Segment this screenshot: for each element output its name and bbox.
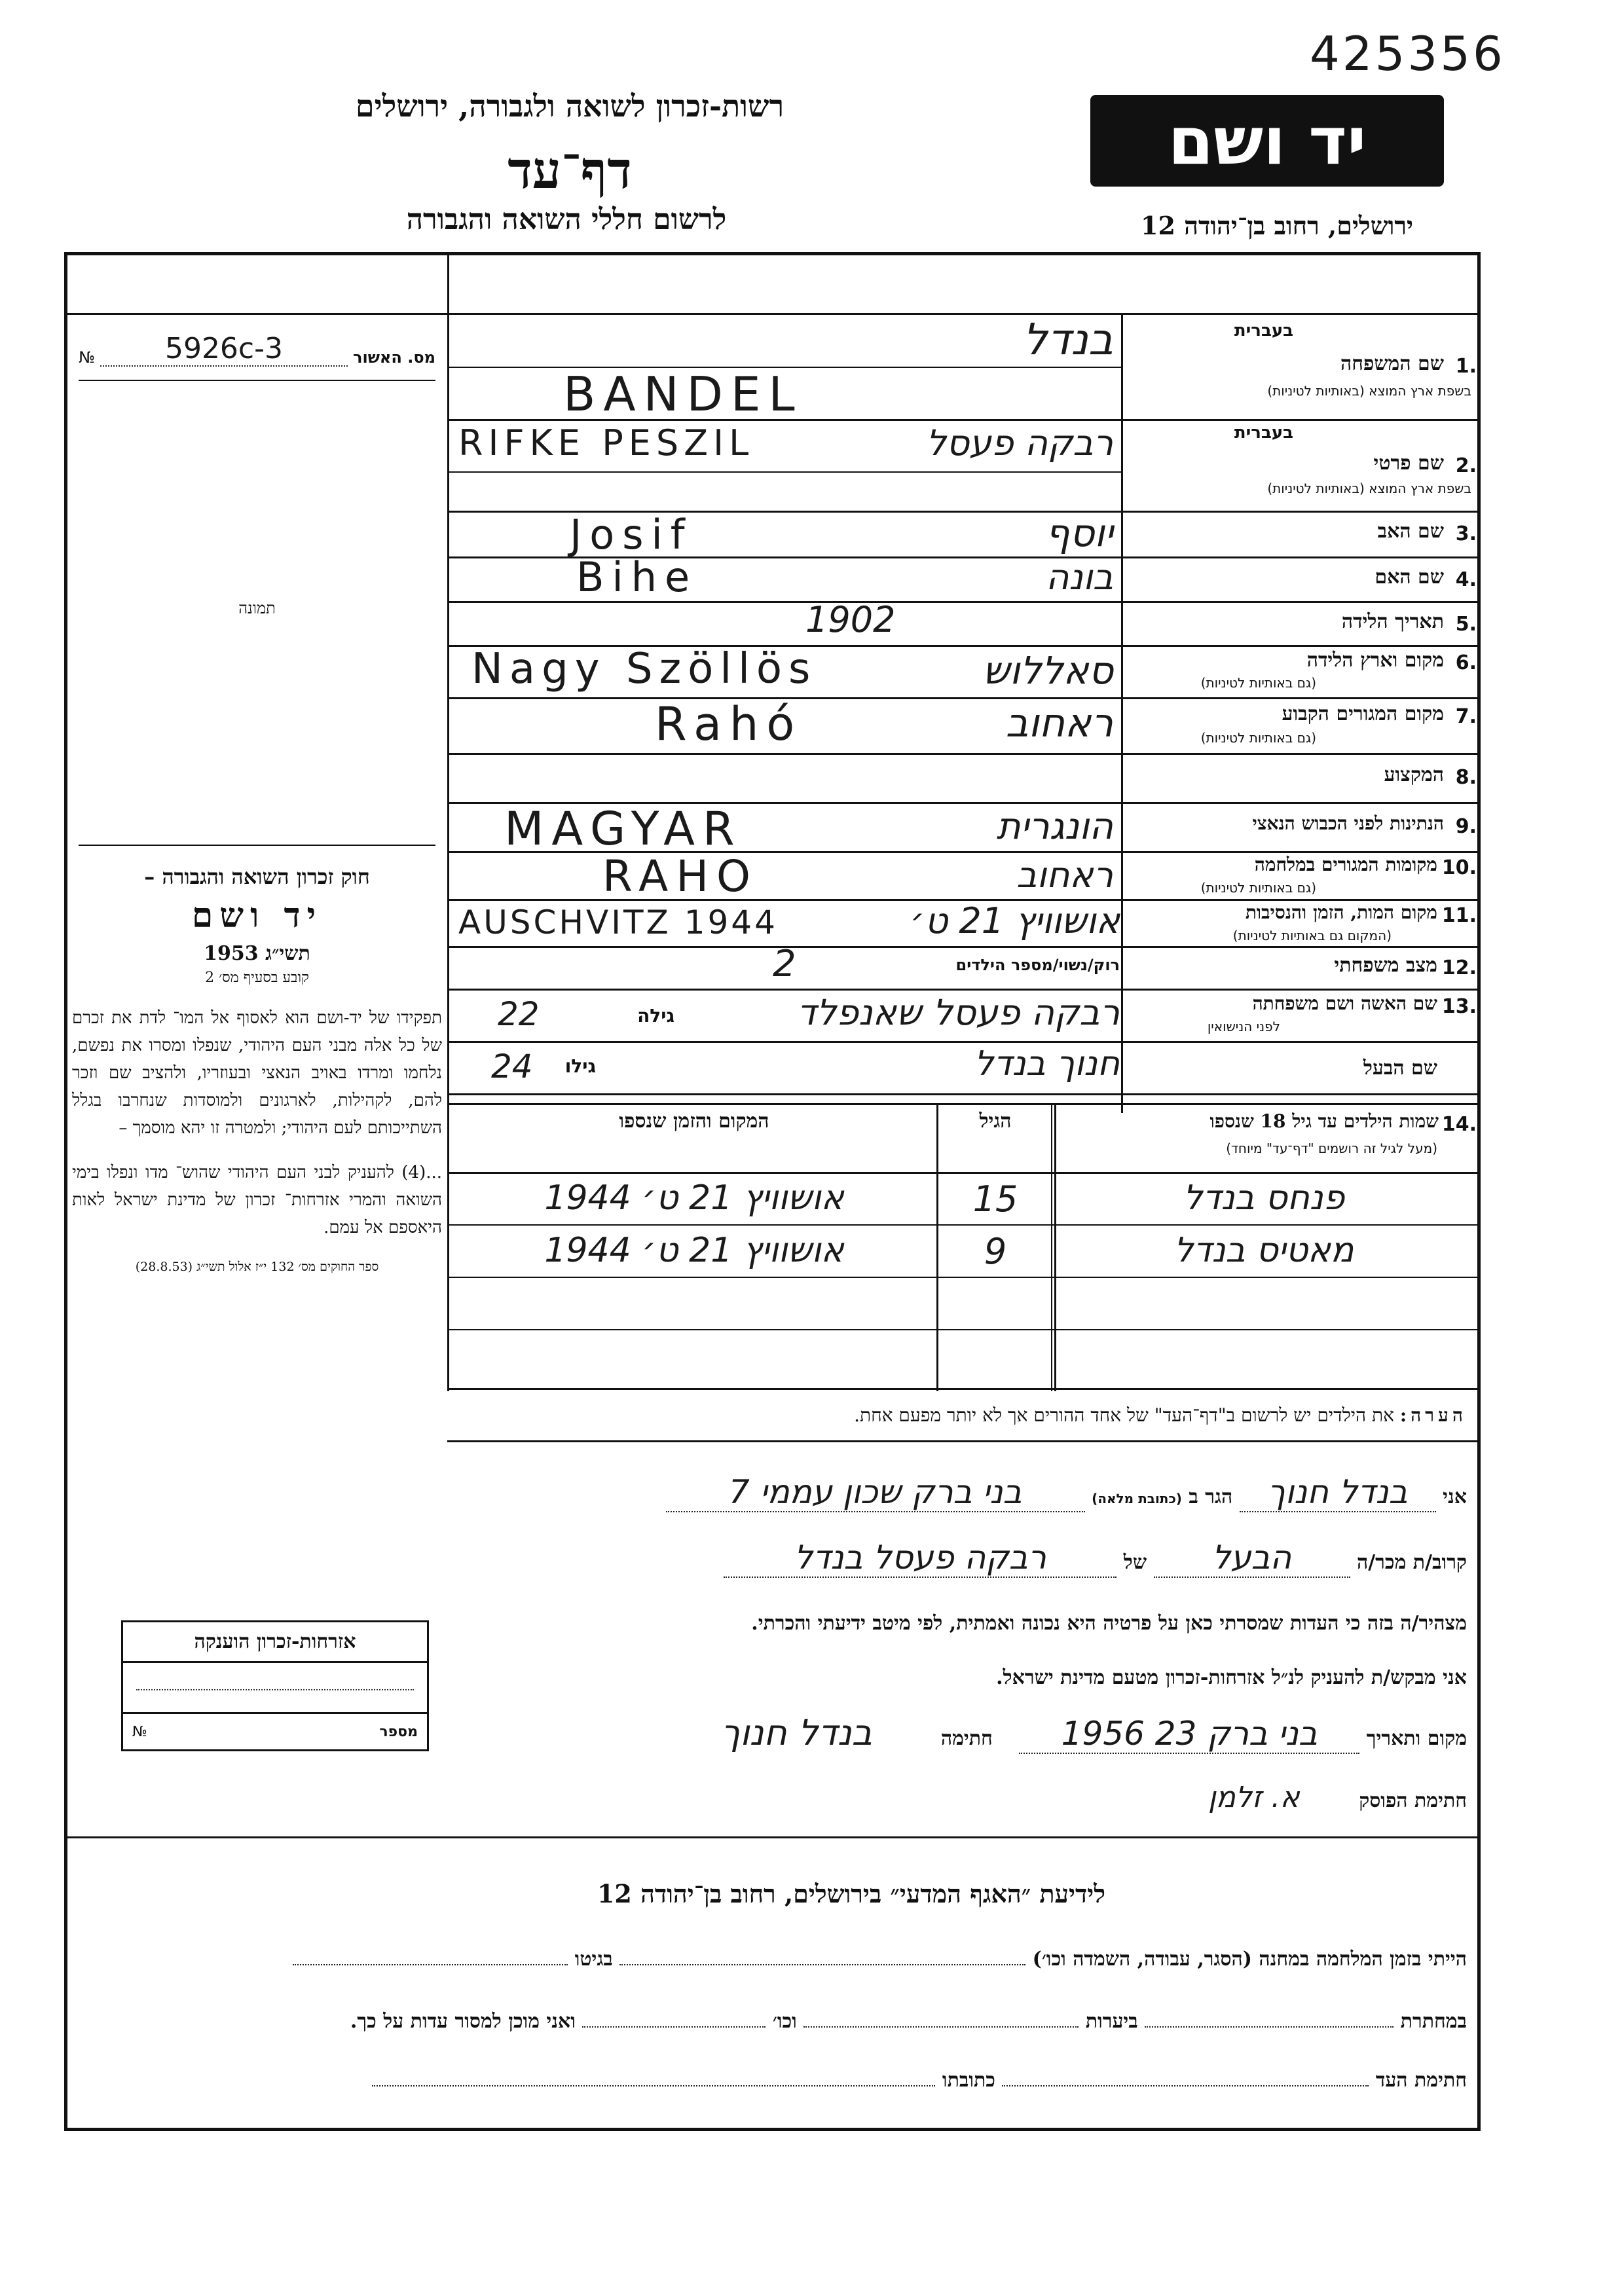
nationality-latin: MAGYAR xyxy=(504,802,743,856)
footer-camp-label: הייתי בזמן המלחמה במחנה (הסגר, עבודה, השמדה וכו׳) xyxy=(1032,1948,1467,1971)
field-label-5: תאריך הלידה xyxy=(1341,610,1444,633)
page-title: דף־עד xyxy=(507,141,632,200)
field-row-death-place xyxy=(1123,900,1477,946)
declaration-line-sign xyxy=(458,1712,1467,1754)
footer-forests-label: ביערות xyxy=(1085,2010,1138,2033)
law-name: יד ושם xyxy=(191,896,323,936)
footer-witness-sign-label: חתימת העד xyxy=(1375,2069,1467,2092)
residence-hebrew: ראחוב xyxy=(1005,701,1113,746)
war-residence-hebrew: ראחוב xyxy=(1016,854,1113,896)
declarant-name: בנדל חנוך xyxy=(1240,1473,1436,1512)
field-num-13: 13. xyxy=(1441,995,1477,1018)
field-label-4: שם האם xyxy=(1375,566,1444,589)
field-label-6: מקום וארץ הלידה xyxy=(1306,649,1444,672)
field-row-nationality xyxy=(1123,803,1477,851)
field-row-birth-date xyxy=(1123,602,1477,645)
yad-vashem-logo xyxy=(1090,95,1444,187)
child-2-place: אושוויץ 21 ט׳ 1944 xyxy=(544,1231,844,1270)
children-col-age: הגיל xyxy=(979,1110,1012,1133)
field-num-10: 10. xyxy=(1441,856,1477,879)
declaration-lives-label: הגר ב xyxy=(1189,1485,1233,1508)
field-hint-11: (המקום גם באותיות לטיניות) xyxy=(1232,928,1392,943)
declaration-deceased-name: רבקה פעסל בנדל xyxy=(724,1539,1116,1578)
page-subtitle: לרשום חללי השואה והגבורה xyxy=(406,203,727,236)
first-name-hebrew: רבקה פעסל xyxy=(926,422,1113,464)
father-name-hebrew: יוסף xyxy=(1045,511,1113,555)
footer-ghetto-label: בגיטו xyxy=(574,1948,613,1971)
footer-title: לידיעת ״האגף המדעי״ בירושלים, רחוב בן־יהודה 12 xyxy=(597,1879,1106,1908)
family-name-latin: BANDEL xyxy=(563,367,803,422)
signature-value: בנדל חנוך xyxy=(721,1712,872,1753)
field-hint-6: (גם באותיות לטיניות) xyxy=(1200,675,1316,691)
footer-underground-label: במחתרת xyxy=(1400,2010,1467,2033)
marital-hint: רוק/נשוי/מספר הילדים xyxy=(955,956,1120,974)
law-clause: קובע בסעיף מס׳ 2 xyxy=(205,970,309,986)
note-text: את הילדים יש לרשום ב"דף־העד" של אחד ההורים אך לא יותר מפעם אחת. xyxy=(854,1404,1394,1426)
field-label-2: שם פרטי xyxy=(1373,452,1444,475)
field-row-marital xyxy=(1123,947,1477,989)
field-row-mother xyxy=(1123,558,1477,601)
field-label-8: המקצוע xyxy=(1384,763,1444,786)
logo-text: יד ושם xyxy=(1168,102,1367,179)
marital-value: 2 xyxy=(773,943,796,985)
field-row-husband xyxy=(1123,1042,1477,1093)
child-2-age: 9 xyxy=(984,1231,1007,1272)
field-hint-top-2: בעברית xyxy=(1234,423,1293,443)
footer-address-label: כתובתו xyxy=(942,2069,995,2092)
field-row-family-name xyxy=(1123,314,1477,419)
field-label-11: מקום המות, הזמן והנסיבות xyxy=(1245,902,1437,923)
field-label-10: מקומות המגורים במלחמה xyxy=(1254,854,1437,875)
law-title: חוק זכרון השואה והגבורה – xyxy=(144,864,370,889)
footer-ready-label: ואני מוכן למסור עדות על כך. xyxy=(350,2010,576,2033)
footer-line-1 xyxy=(85,1948,1467,1971)
stamper-value: א. זלמן xyxy=(1208,1781,1300,1814)
declaration-i-label: אני xyxy=(1443,1485,1467,1508)
father-name-latin: Josif xyxy=(570,511,693,558)
wife-name-value: רבקה פעסל שאנפלד xyxy=(797,992,1120,1033)
wife-age-value: 22 xyxy=(498,995,540,1033)
citizenship-box-number-label: מספר xyxy=(379,1723,418,1740)
field-label-7: מקום המגורים הקבוע xyxy=(1282,702,1444,725)
field-num-8: 8. xyxy=(1455,766,1477,789)
field-row-wife xyxy=(1123,990,1477,1041)
field-hint-1: בשפת ארץ המוצא (באותיות לטיניות) xyxy=(1267,383,1471,399)
law-source: ספר החוקים מס׳ 132 י״ז אלול תשי״ג (28.8.53) xyxy=(135,1260,379,1274)
law-year: תשי״ג 1953 xyxy=(204,942,310,965)
field-hint-13: לפני הנישואין xyxy=(1207,1019,1280,1034)
child-1-place: אושוויץ 21 ט׳ 1944 xyxy=(544,1178,844,1218)
field-label-1: שם המשפחה xyxy=(1340,352,1444,375)
field-num-7: 7. xyxy=(1455,705,1477,728)
wife-age-label: גילה xyxy=(637,1005,674,1027)
archive-number: 425356 xyxy=(1310,26,1505,81)
declaration-of-label: של xyxy=(1123,1551,1147,1574)
field-row-father xyxy=(1123,512,1477,556)
citizenship-box-title: אזרחות-זכרון הוענקה xyxy=(123,1622,427,1663)
field-num-5: 5. xyxy=(1455,613,1477,636)
approval-no-mark: № xyxy=(79,348,95,367)
field-num-1: 1. xyxy=(1455,355,1477,378)
mother-name-latin: Bihe xyxy=(576,553,698,601)
field-row-birth-place xyxy=(1123,646,1477,697)
field-row-residence xyxy=(1123,699,1477,753)
field-label-3: שם האב xyxy=(1377,520,1444,543)
family-name-hebrew: בנדל xyxy=(1022,314,1113,365)
field-label-13: שם האשה ושם משפחתה xyxy=(1252,993,1437,1014)
child-1-age: 15 xyxy=(972,1178,1018,1220)
citizenship-box xyxy=(121,1620,429,1751)
stamper-label: חתימת הפוסק xyxy=(1359,1789,1467,1812)
birth-date-value: 1902 xyxy=(805,599,896,640)
note-label: הערה: xyxy=(1399,1404,1467,1426)
mother-name-hebrew: בונה xyxy=(1046,556,1113,598)
war-residence-latin: RAHO xyxy=(602,851,758,902)
declaration-relative-label: קרוב/ת מכר/ה xyxy=(1356,1551,1467,1574)
children-num: 14. xyxy=(1441,1113,1477,1136)
husband-name-value: חנוך בנדל xyxy=(974,1044,1120,1084)
residence-latin: Rahó xyxy=(655,697,803,751)
declaration-line-stamper xyxy=(458,1781,1467,1814)
signature-label: חתימה xyxy=(940,1727,993,1750)
header-address: ירושלים, רחוב בן־יהודה 12 xyxy=(1141,211,1413,240)
first-name-latin: RIFKE PESZIL xyxy=(458,422,754,464)
children-label: שמות הילדים עד גיל 18 שנספו xyxy=(1209,1110,1439,1132)
birth-place-hebrew: סאללוש xyxy=(982,648,1113,693)
children-header xyxy=(1058,1106,1477,1172)
birth-place-latin: Nagy Szöllös xyxy=(471,645,817,693)
left-column-divider xyxy=(447,252,449,1391)
field-num-12: 12. xyxy=(1441,957,1477,979)
field-row-war-residence xyxy=(1123,852,1477,899)
footer-line-3 xyxy=(85,2069,1467,2092)
declaration-line-1 xyxy=(445,1473,1467,1512)
field-num-9: 9. xyxy=(1455,815,1477,838)
place-date-label: מקום ותאריך xyxy=(1366,1727,1467,1750)
declaration-statement: מצהיר/ה בזה כי העדות שמסרתי כאן על פרטיה היא נכונה ואמתית, לפי מיטב ידיעתי והכרתי. xyxy=(751,1612,1467,1635)
husband-age-label: גילו xyxy=(564,1055,596,1077)
note-line xyxy=(471,1404,1467,1427)
law-text-1: תפקידו של יד-ושם הוא לאסוף אל המו־ לדת את זכרם של כל אלה מבני העם היהודי, שנפלו ומסרו את נפשם, נלחמו ומרדו באויב הנאצי ובעוזריו, ולהציב שם וזכר להם, לקהילות, לארגונים ולמוסדות שנחרבו בגלל השתייכותם לעם היהודי; ולמטרה זו יהא מוסמך – xyxy=(72,1008,442,1138)
authority-line: רשות-זכרון לשואה ולגבורה, ירושלים xyxy=(355,88,784,124)
field-row-first-name xyxy=(1123,420,1477,511)
children-hint: (מעל לגיל זה רושמים "דף־עד" מיוחד) xyxy=(1226,1140,1437,1156)
field-label-12: מצב משפחתי xyxy=(1334,954,1437,977)
field-num-3: 3. xyxy=(1455,522,1477,545)
nationality-hebrew: הונגרית xyxy=(996,805,1113,848)
approval-label: מס. האשור xyxy=(353,348,435,367)
child-2-name: מאטיס בנדל xyxy=(1173,1231,1354,1270)
child-1-name: פנחס בנדל xyxy=(1183,1178,1345,1218)
approval-value: 5926c-3 xyxy=(100,332,348,367)
death-place-hebrew: אושוויץ 21 ט׳ xyxy=(910,900,1120,941)
field-hint-10: (גם באותיות לטיניות) xyxy=(1200,880,1316,896)
field-label-9: הנתינות לפני הכבוש הנאצי xyxy=(1252,812,1444,834)
field-hint-2: בשפת ארץ המוצא (באותיות לטיניות) xyxy=(1267,481,1471,496)
declaration-address-hint: (כתובת מלאה) xyxy=(1092,1491,1182,1506)
declarant-relation: הבעל xyxy=(1154,1539,1350,1578)
field-hint-top-1: בעברית xyxy=(1234,321,1293,340)
footer-etc-label: וכו׳ xyxy=(772,2010,797,2033)
field-num-11: 11. xyxy=(1441,904,1477,927)
place-date-value: בני ברק 23 1956 xyxy=(1019,1715,1359,1754)
field-hint-7: (גם באותיות לטיניות) xyxy=(1200,730,1316,746)
declaration-line-2 xyxy=(445,1539,1467,1578)
declarant-address: בני ברק שכון עממי 7 xyxy=(666,1473,1085,1512)
husband-age-value: 24 xyxy=(491,1048,533,1085)
declaration-request: אני מבקש/ת להעניק לנ״ל אזרחות-זכרון מטעם מדינת ישראל. xyxy=(996,1666,1467,1689)
death-place-latin: AUSCHVITZ 1944 xyxy=(458,903,778,941)
citizenship-box-number-mark: № xyxy=(132,1723,147,1740)
field-label-husband: שם הבעל xyxy=(1363,1057,1437,1080)
children-col-place: המקום והזמן שנספו xyxy=(619,1110,769,1133)
field-num-2: 2. xyxy=(1455,454,1477,477)
field-num-6: 6. xyxy=(1455,651,1477,674)
photo-label: תמונה xyxy=(238,599,276,617)
field-num-4: 4. xyxy=(1455,568,1477,591)
field-row-profession xyxy=(1123,754,1477,802)
law-text-2: ...(4) להעניק לבני העם היהודי שהוש־ מדו ונפלו בימי השואה והמרי אזרחות־ זכרון של מדינת ישראל לאות היאספם אל עמם. xyxy=(72,1163,442,1237)
footer-line-2 xyxy=(85,2010,1467,2033)
